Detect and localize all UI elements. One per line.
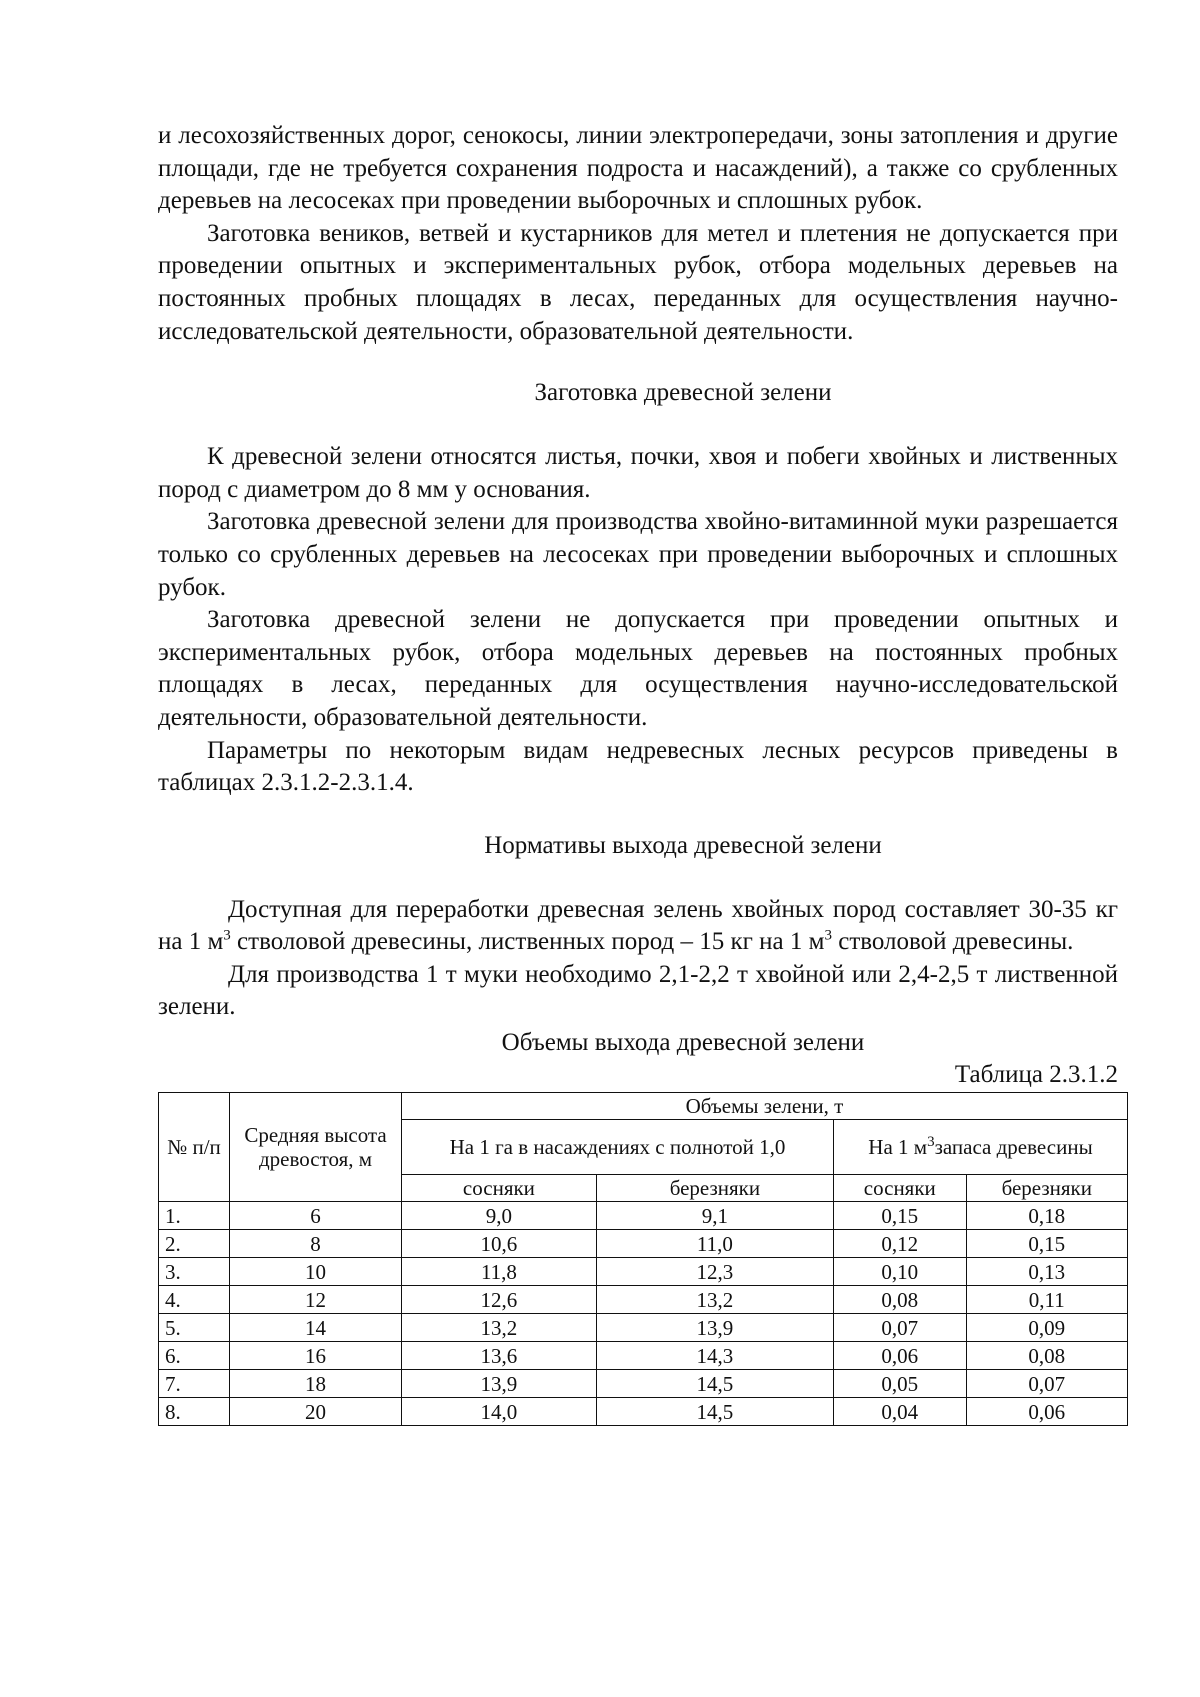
superscript: 3 [927,1133,935,1150]
header-height: Средняя высота древостоя, м [230,1093,402,1202]
header-no: № п/п [159,1093,230,1202]
data-table [158,1092,1128,1426]
paragraph: Заготовка веников, ветвей и кустарников для метел и плетения не допускается при проведении опытных и экспериментальных рубок, отбора модельных деревьев на постоянных пробных площадях в лесах, переданных для осуществления научно-исследовательской деятельности, образовательной деятельности. [158,219,1118,345]
section-title: Нормативы выхода древесной зелени [484,831,882,859]
cell-no: 4. [159,1286,230,1314]
cell-value: 0,09 [966,1314,1127,1342]
table-row [159,1202,1128,1230]
cell-value: 14,5 [596,1398,833,1426]
cell-height: 16 [230,1342,402,1370]
header-birch: березняки [966,1175,1127,1202]
cell-value: 14,3 [596,1342,833,1370]
cell-no: 5. [159,1314,230,1342]
cell-value: 0,08 [833,1286,966,1314]
paragraph: и лесохозяйственных дорог, сенокосы, линии электропередачи, зоны затопления и другие площади, где не требуется сохранения подроста и насаждений), а также со срубленных деревьев на лесосеках при проведении выборочных и сплошных рубок. [158,122,1118,215]
header-per-ha: На 1 га в насаждениях с полнотой 1,0 [402,1120,834,1175]
text-run: На 1 м [868,1134,928,1159]
table-caption: Объемы выхода древесной зелени [501,1029,865,1057]
table-row [159,1314,1128,1342]
text-run: запаса древесины [934,1134,1093,1159]
cell-value: 13,6 [402,1342,597,1370]
cell-value: 12,3 [596,1258,833,1286]
header-per-m3 [833,1120,1127,1175]
paragraph: Параметры по некоторым видам недревесных лесных ресурсов приведены в таблицах 2.3.1.2-2.3.1.4. [158,736,1118,797]
cell-no: 6. [159,1342,230,1370]
header-volumes: Объемы зелени, т [402,1093,1128,1120]
cell-value: 0,15 [966,1230,1127,1258]
cell-value: 9,0 [402,1202,597,1230]
table-row [159,1258,1128,1286]
document-page [158,120,1118,1426]
cell-height: 12 [230,1286,402,1314]
paragraph: Для производства 1 т муки необходимо 2,1-2,2 т хвойной или 2,4-2,5 т лиственной зелени. [158,960,1118,1021]
table-row [159,1398,1128,1426]
cell-no: 3. [159,1258,230,1286]
cell-value: 0,08 [966,1342,1127,1370]
table-row [159,1342,1128,1370]
paragraph [158,894,1118,959]
paragraph: Заготовка древесной зелени для производства хвойно-витаминной муки разрешается только со срубленных деревьев на лесосеках при проведении выборочных и сплошных рубок. [158,508,1118,601]
cell-value: 14,5 [596,1370,833,1398]
cell-no: 7. [159,1370,230,1398]
text-run: стволовой древесины, лиственных пород – 15 кг на 1 м [230,928,825,956]
cell-height: 8 [230,1230,402,1258]
cell-value: 0,10 [833,1258,966,1286]
cell-height: 18 [230,1370,402,1398]
header-pine: сосняки [833,1175,966,1202]
cell-value: 0,06 [833,1342,966,1370]
paragraph: К древесной зелени относятся листья, почки, хвоя и побеги хвойных и лиственных пород с диаметром до 8 мм у основания. [158,443,1118,503]
cell-height: 14 [230,1314,402,1342]
paragraph: Заготовка древесной зелени не допускается при проведении опытных и экспериментальных рубок, отбора модельных деревьев на постоянных пробных площадях в лесах, переданных для осуществления научно-исследовательской деятельности, образовательной деятельности. [158,606,1118,731]
superscript: 3 [824,927,832,944]
cell-value: 13,9 [596,1314,833,1342]
cell-value: 13,2 [402,1314,597,1342]
cell-no: 8. [159,1398,230,1426]
table-row [159,1286,1128,1314]
table-number: Таблица 2.3.1.2 [954,1061,1118,1089]
table-row [159,1370,1128,1398]
header-pine: сосняки [402,1175,597,1202]
section-title: Заготовка древесной зелени [534,379,832,407]
cell-value: 11,8 [402,1258,597,1286]
cell-height: 10 [230,1258,402,1286]
cell-value: 14,0 [402,1398,597,1426]
cell-value: 13,9 [402,1370,597,1398]
cell-value: 11,0 [596,1230,833,1258]
cell-value: 0,07 [833,1314,966,1342]
cell-value: 0,13 [966,1258,1127,1286]
cell-value: 0,07 [966,1370,1127,1398]
cell-value: 10,6 [402,1230,597,1258]
cell-value: 9,1 [596,1202,833,1230]
text-run: Доступная для переработки древесная зелень хвойных пород составляет 30-35 кг на 1 м [158,895,1118,956]
cell-no: 1. [159,1202,230,1230]
text-run: стволовой древесины. [831,928,1074,956]
superscript: 3 [223,927,231,944]
header-birch: березняки [596,1175,833,1202]
cell-value: 0,12 [833,1230,966,1258]
cell-no: 2. [159,1230,230,1258]
cell-value: 12,6 [402,1286,597,1314]
cell-value: 13,2 [596,1286,833,1314]
cell-height: 20 [230,1398,402,1426]
cell-value: 0,11 [966,1286,1127,1314]
cell-value: 0,06 [966,1398,1127,1426]
table-row [159,1230,1128,1258]
cell-height: 6 [230,1202,402,1230]
cell-value: 0,18 [966,1202,1127,1230]
cell-value: 0,05 [833,1370,966,1398]
cell-value: 0,04 [833,1398,966,1426]
cell-value: 0,15 [833,1202,966,1230]
